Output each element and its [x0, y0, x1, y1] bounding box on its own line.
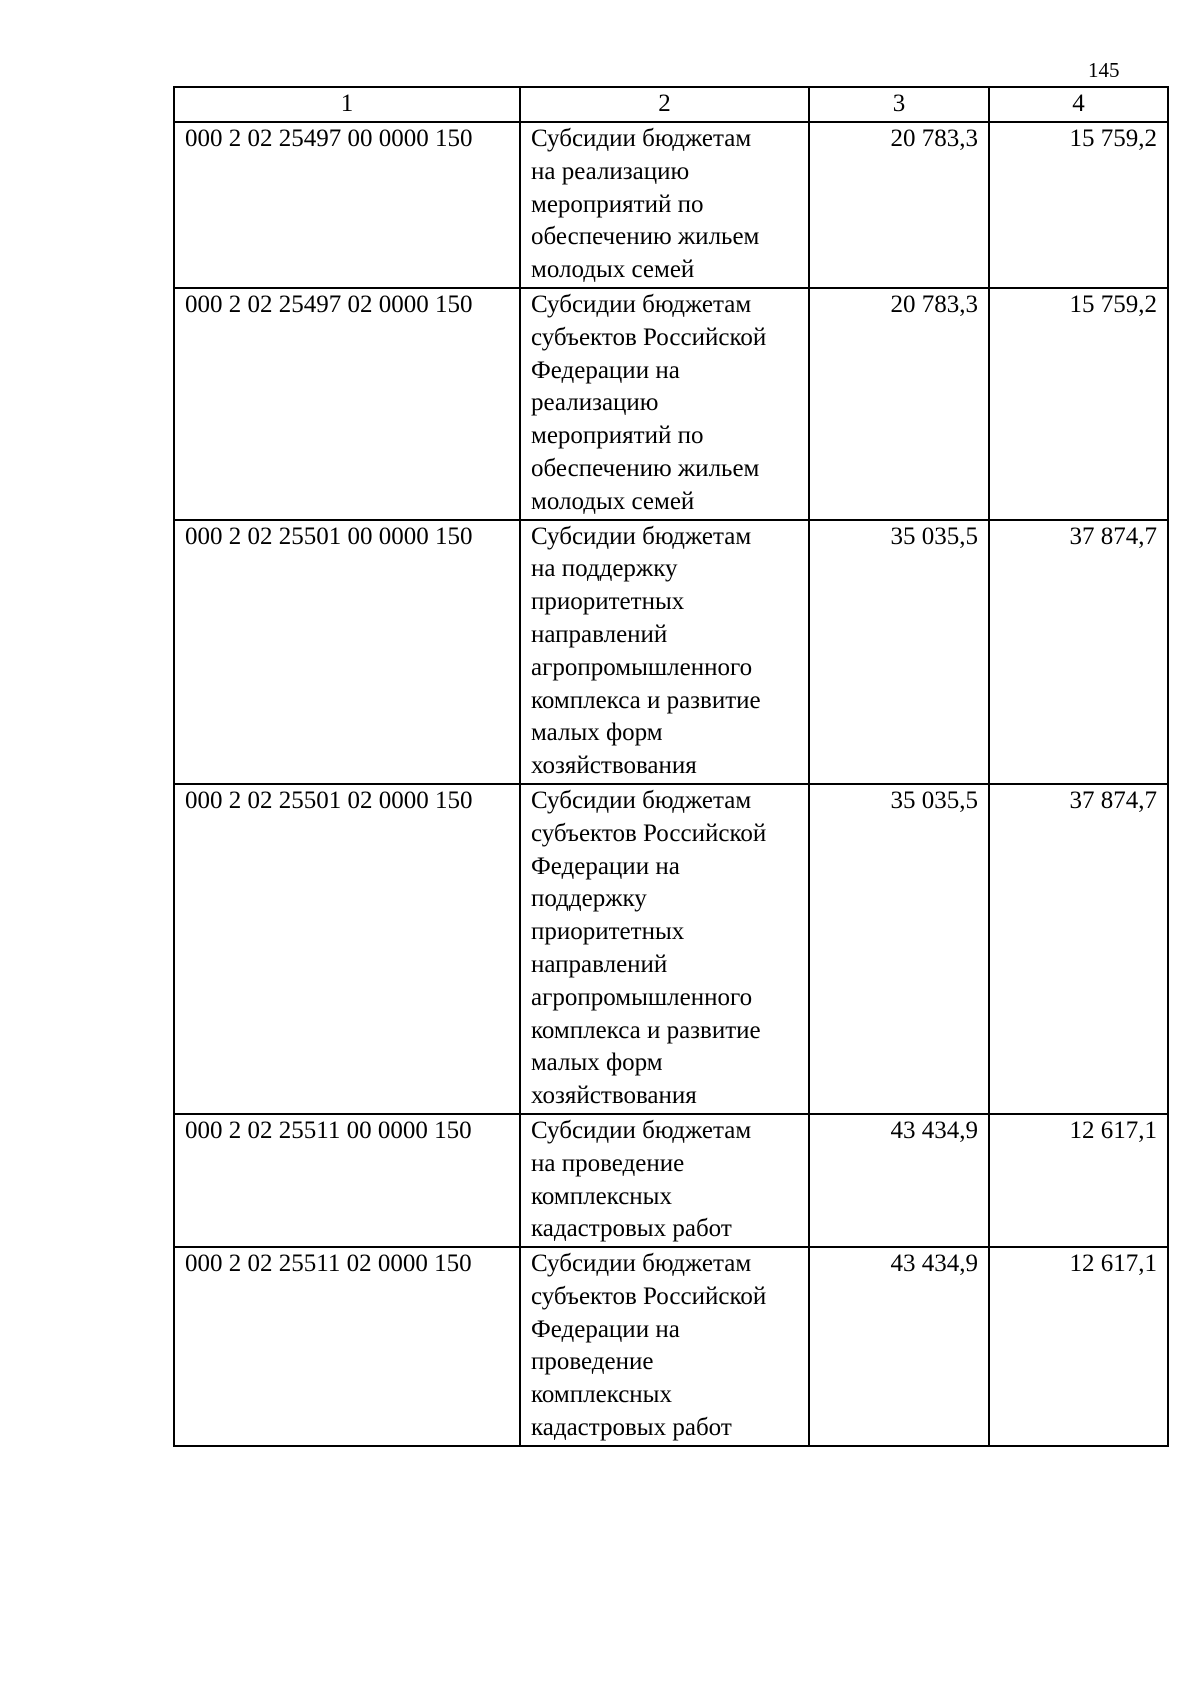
- header-row: [174, 87, 1168, 122]
- value-col-4-cell: 15 759,2: [989, 122, 1168, 288]
- name-line: на поддержку: [531, 555, 678, 583]
- header-cell-3: 3: [809, 87, 989, 122]
- code-cell: 000 2 02 25511 00 0000 150: [174, 1114, 520, 1247]
- name-line: направлений: [531, 620, 668, 648]
- name-line: приоритетных: [531, 588, 685, 616]
- name-line: комплекса и развитие: [531, 686, 761, 714]
- name-line: на реализацию: [531, 157, 690, 185]
- name-line: Субсидии бюджетам: [531, 290, 752, 318]
- name-line: на проведение: [531, 1149, 685, 1177]
- name-line: направлений: [531, 950, 668, 978]
- value-col-4-cell: 12 617,1: [989, 1114, 1168, 1247]
- value-col-3-cell: 43 434,9: [809, 1114, 989, 1247]
- table-row: [174, 520, 1168, 784]
- name-line: проведение: [531, 1348, 654, 1376]
- name-line: субъектов Российской: [531, 1282, 767, 1310]
- header-cell-2: 2: [520, 87, 809, 122]
- name-line: Субсидии бюджетам: [531, 786, 752, 814]
- value-col-3-cell: 20 783,3: [809, 288, 989, 520]
- name-line: Субсидии бюджетам: [531, 1250, 752, 1278]
- name-line: агропромышленного: [531, 983, 753, 1011]
- table-row: [174, 784, 1168, 1114]
- name-line: мероприятий по: [531, 190, 704, 218]
- table-row: [174, 122, 1168, 288]
- name-cell: [520, 520, 809, 784]
- table-row: [174, 1247, 1168, 1446]
- name-line: малых форм: [531, 719, 663, 747]
- name-line: агропромышленного: [531, 653, 753, 681]
- code-cell: 000 2 02 25511 02 0000 150: [174, 1247, 520, 1446]
- name-line: поддержку: [531, 885, 647, 913]
- value-col-3-cell: 43 434,9: [809, 1247, 989, 1446]
- name-line: Субсидии бюджетам: [531, 1116, 752, 1144]
- name-line: Субсидии бюджетам: [531, 125, 752, 152]
- name-line: Субсидии бюджетам: [531, 522, 752, 550]
- header-cell-4: 4: [989, 87, 1168, 122]
- name-line: обеспечению жильем: [531, 223, 760, 251]
- name-line: малых форм: [531, 1049, 663, 1077]
- name-line: Федерации на: [531, 852, 680, 880]
- name-line: реализацию: [531, 389, 659, 417]
- name-line: кадастровых работ: [531, 1414, 732, 1442]
- budget-table: [173, 86, 1169, 1447]
- code-cell: 000 2 02 25497 00 0000 150: [174, 122, 520, 288]
- code-cell: 000 2 02 25501 02 0000 150: [174, 784, 520, 1114]
- page-number: 145: [1088, 58, 1120, 82]
- value-col-4-cell: 37 874,7: [989, 520, 1168, 784]
- table-body: [174, 122, 1168, 1446]
- name-line: молодых семей: [531, 256, 695, 284]
- header-cell-1: 1: [174, 87, 520, 122]
- table-row: [174, 288, 1168, 520]
- name-line: субъектов Российской: [531, 819, 767, 847]
- name-line: Федерации на: [531, 356, 680, 384]
- name-cell: [520, 1114, 809, 1247]
- name-line: комплексных: [531, 1182, 672, 1210]
- name-line: комплекса и развитие: [531, 1016, 761, 1044]
- name-line: мероприятий по: [531, 422, 704, 450]
- name-line: хозяйствования: [531, 752, 697, 780]
- name-cell: [520, 1247, 809, 1446]
- code-cell: 000 2 02 25497 02 0000 150: [174, 288, 520, 520]
- value-col-4-cell: 15 759,2: [989, 288, 1168, 520]
- name-line: молодых семей: [531, 487, 695, 515]
- value-col-4-cell: 37 874,7: [989, 784, 1168, 1114]
- name-line: Федерации на: [531, 1315, 680, 1343]
- name-line: комплексных: [531, 1381, 672, 1409]
- name-line: приоритетных: [531, 918, 685, 946]
- name-cell: [520, 288, 809, 520]
- value-col-3-cell: 35 035,5: [809, 784, 989, 1114]
- name-line: субъектов Российской: [531, 323, 767, 351]
- name-cell: [520, 784, 809, 1114]
- value-col-3-cell: 35 035,5: [809, 520, 989, 784]
- value-col-3-cell: 20 783,3: [809, 122, 989, 288]
- table-row: [174, 1114, 1168, 1247]
- name-line: хозяйствования: [531, 1082, 697, 1110]
- value-col-4-cell: 12 617,1: [989, 1247, 1168, 1446]
- name-line: кадастровых работ: [531, 1215, 732, 1243]
- name-cell: [520, 122, 809, 288]
- code-cell: 000 2 02 25501 00 0000 150: [174, 520, 520, 784]
- name-line: обеспечению жильем: [531, 454, 760, 482]
